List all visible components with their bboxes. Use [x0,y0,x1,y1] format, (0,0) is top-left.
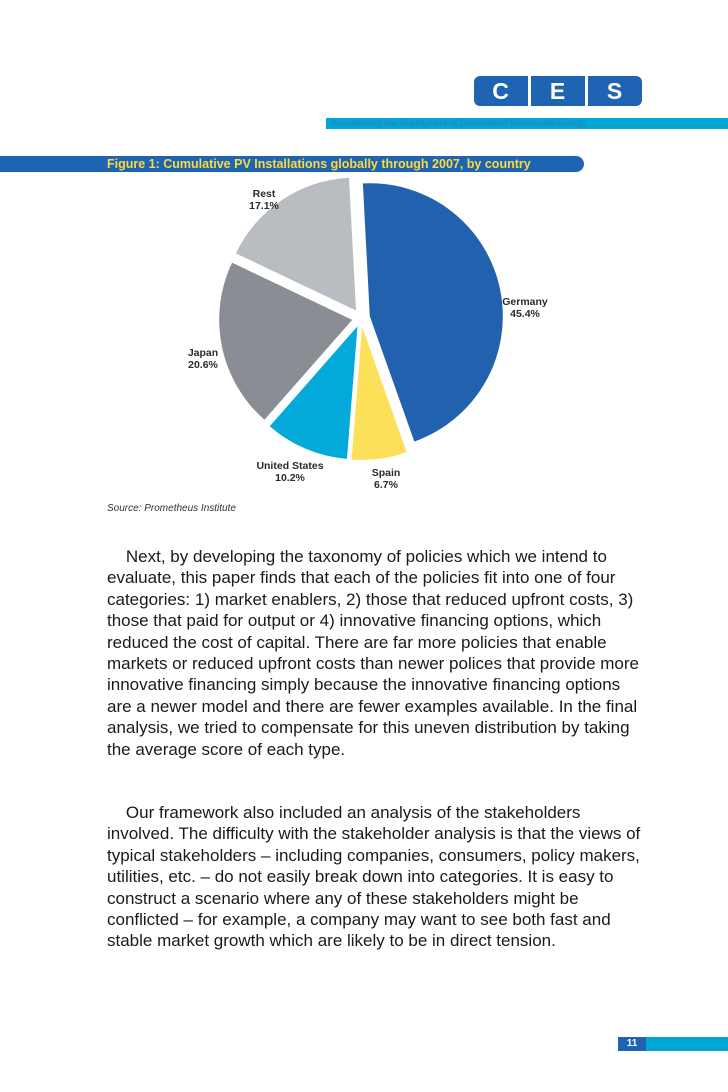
pie-label-rest: Rest [252,188,276,200]
pie-label-germany: Germany [502,296,548,308]
pie-label-spain: Spain [371,467,401,479]
figure-source: Source: Prometheus Institute [107,503,236,514]
paragraph-2-text: Our framework also included an analysis of the stakeholders involved. The difficulty with the stakeholder analysis is that the views of typical stakeholders – including companies, consumers, policy makers, utilities, etc. – do not easily break down into categories. It is easy to construct a scenario where any of these stakeholders might be conflicted – for example, a company may want to see both fast and stable market growth which are likely to be in direct tension. [107,803,641,951]
pie-value-japan: 20.6% [188,359,218,371]
body-paragraph-1 [107,546,647,760]
footer-bar [646,1037,728,1051]
logo-letter-s: S [588,76,642,106]
logo-letter-c: C [474,76,528,106]
pie-label-united-states: United States [256,460,324,472]
pie-value-germany: 45.4% [510,308,540,320]
pie-chart [0,0,728,520]
paragraph-1-text: Next, by developing the taxonomy of policies which we intend to evaluate, this paper finds that each of the policies fit into one of four categories: 1) market enablers, 2) those that reduced upfront costs, 3) those that paid for output or 4) innovative financing options, which reduced the cost of capital. There are far more policies that enable markets or reduced upfront costs than newer polices that provide more innovative financing simply because the innovative financing options are a newer model and there are fewer examples available. In the final analysis, we tried to compensate for this uneven distribution by taking the average score of each type. [107,547,639,759]
pie-value-united-states: 10.2% [275,472,305,484]
pie-label-japan: Japan [187,347,219,359]
figure-title: Figure 1: Cumulative PV Installations globally through 2007, by country [107,157,531,171]
page-number: 11 [618,1037,646,1051]
header-tagline: Accelerating the Deployment of Distributeed Renewable Energy [332,118,587,128]
pie-value-rest: 17.1% [249,200,279,212]
body-paragraph-2 [107,802,647,952]
logo-letter-e: E [531,76,585,106]
pie-value-spain: 6.7% [374,479,398,491]
